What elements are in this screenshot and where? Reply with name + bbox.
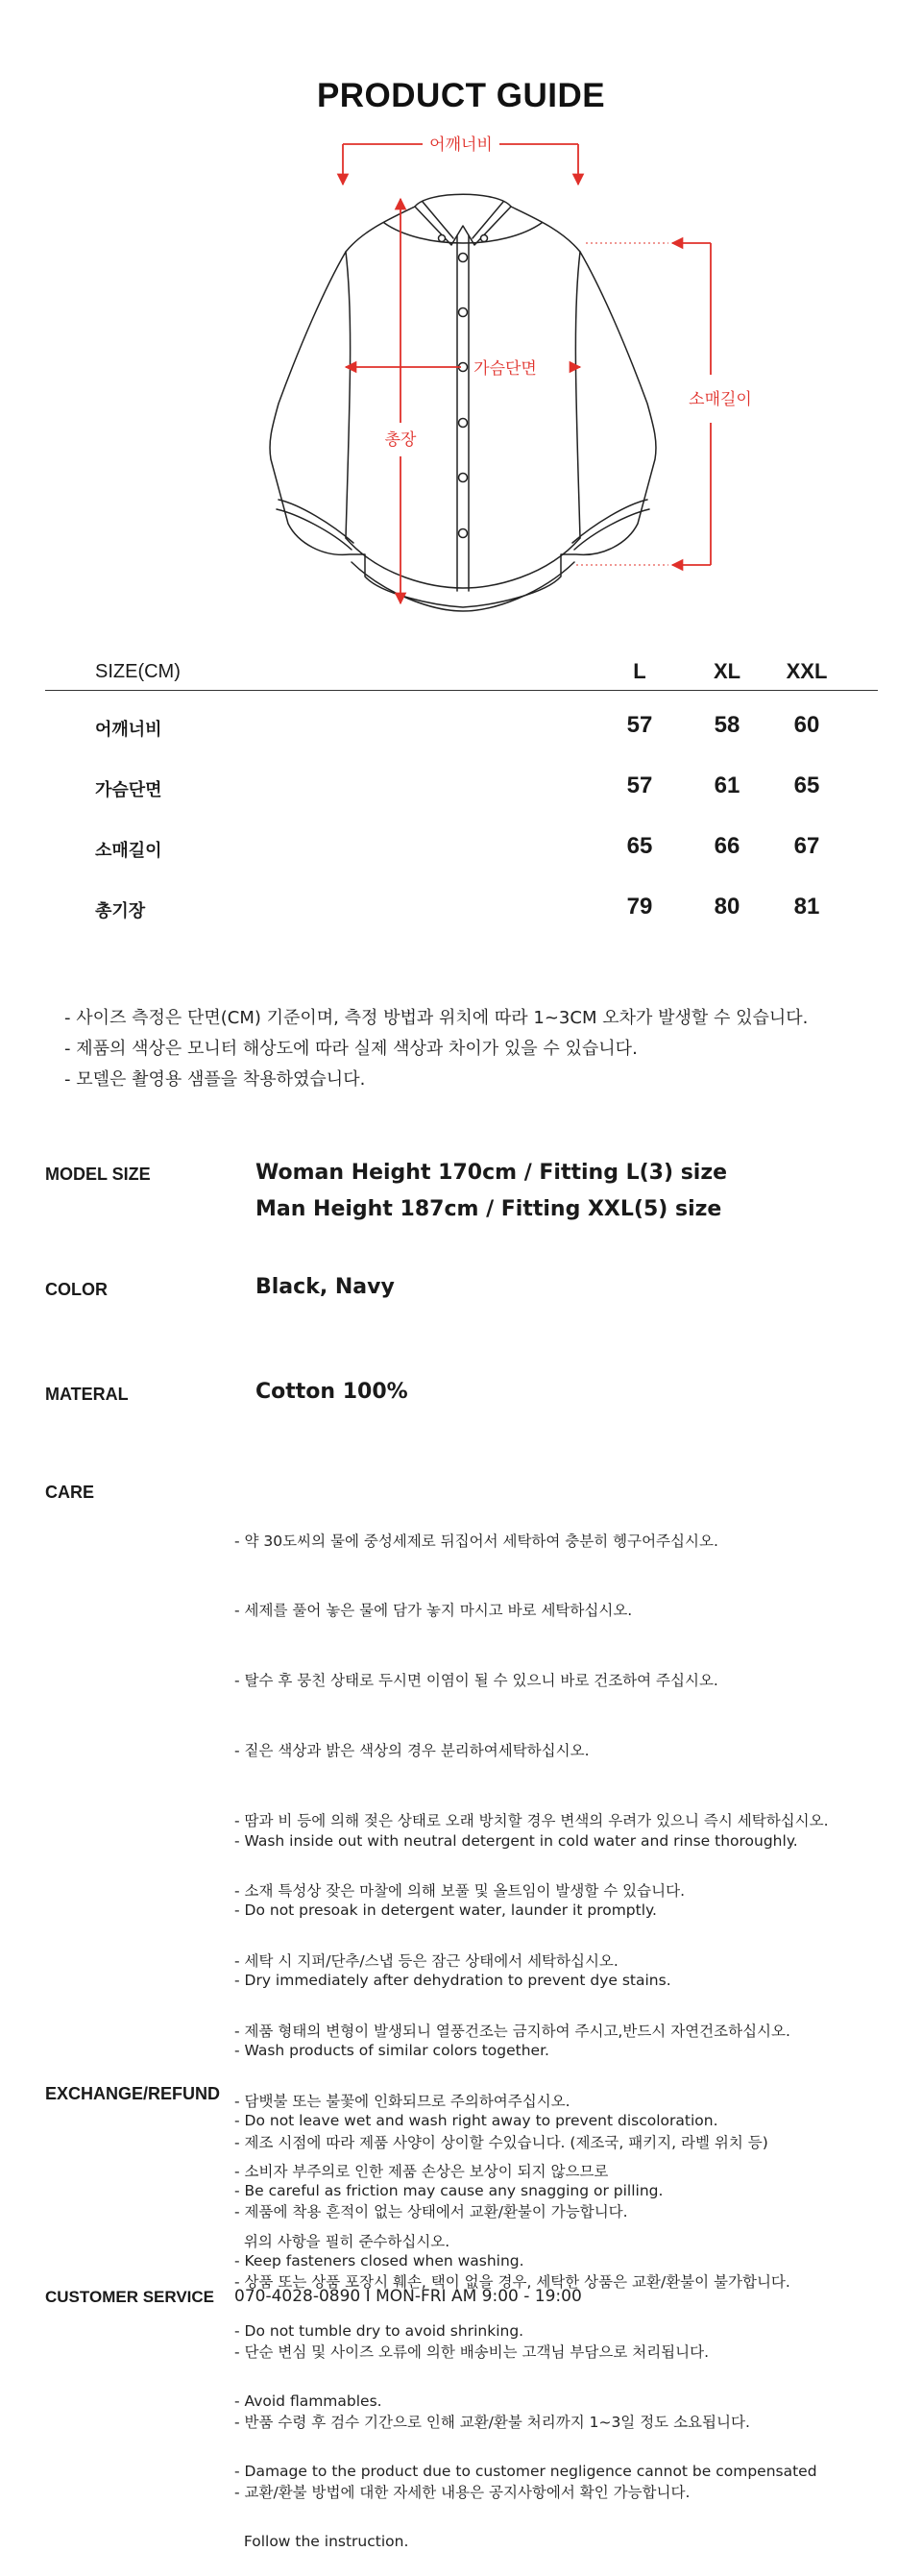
list-item: - 소비자 부주의로 인한 제품 손상은 보상이 되지 않으므로 bbox=[234, 2162, 609, 2180]
table-row bbox=[45, 691, 878, 751]
list-item: - 탈수 후 뭉친 상태로 두시면 이염이 될 수 있으니 바로 건조하여 주십시오. bbox=[234, 1672, 718, 1690]
material-value: Cotton 100% bbox=[255, 1380, 408, 1404]
list-item: - Wash inside out with neutral detergent in cold water and rinse thoroughly. bbox=[234, 1831, 798, 1850]
length-label: 총장 bbox=[384, 430, 417, 450]
list-item: - 땀과 비 등에 의해 젖은 상태로 오래 방치할 경우 변색의 우려가 있으니 즉시 세탁하십시오. bbox=[234, 1812, 829, 1830]
table-row bbox=[45, 751, 878, 812]
chest-label: 가슴단면 bbox=[473, 359, 537, 379]
size-col-xl: XL bbox=[713, 659, 741, 683]
cell-value: 81 bbox=[793, 894, 820, 920]
cell-value: 60 bbox=[793, 712, 820, 738]
size-notes bbox=[64, 1003, 808, 1095]
shoulder-label: 어깨너비 bbox=[429, 135, 493, 155]
cell-value: 65 bbox=[626, 833, 653, 859]
list-item: - 소재 특성상 잦은 마찰에 의해 보풀 및 올트임이 발생할 수 있습니다. bbox=[234, 1882, 685, 1901]
size-table-header bbox=[45, 655, 878, 691]
list-item: - 담뱃불 또는 불꽃에 인화되므로 주의하여주십시오. bbox=[234, 2092, 570, 2110]
note-line: - 모델은 촬영용 샘플을 착용하였습니다. bbox=[64, 1069, 366, 1090]
exchange-refund-label: EXCHANGE/REFUND bbox=[45, 2084, 221, 2103]
list-item: - Damage to the product due to customer negligence cannot be compensated bbox=[234, 2462, 817, 2480]
cell-value: 58 bbox=[714, 712, 740, 738]
model-size-line: Man Height 187cm / Fitting XXL(5) size bbox=[255, 1197, 722, 1221]
list-item: - 제품 형태의 변형이 발생되니 열풍건조는 금지하여 주시고,반드시 자연건조하십시오. bbox=[234, 2022, 790, 2040]
cell-value: 57 bbox=[626, 712, 653, 738]
list-item: - 세제를 풀어 놓은 물에 담가 놓지 마시고 바로 세탁하십시오. bbox=[234, 1602, 633, 1620]
cell-value: 67 bbox=[793, 833, 820, 859]
list-item: - Avoid flammables. bbox=[234, 2392, 382, 2410]
list-item: - 짙은 색상과 밝은 색상의 경우 분리하여세탁하십시오. bbox=[234, 1742, 590, 1760]
list-item: - 약 30도씨의 물에 중성세제로 뒤집어서 세탁하여 충분히 헹구어주십시오. bbox=[234, 1532, 718, 1550]
list-item: Follow the instruction. bbox=[234, 2532, 409, 2550]
list-item: - 단순 변심 및 사이즈 오류에 의한 배송비는 고객님 부담으로 처리됩니다. bbox=[234, 2343, 710, 2362]
list-item: - 제품에 착용 흔적이 없는 상태에서 교환/환불이 가능합니다. bbox=[234, 2203, 628, 2221]
list-item: - 세탁 시 지퍼/단추/스냅 등은 잠근 상태에서 세탁하십시오. bbox=[234, 1951, 619, 1970]
sleeve-label: 소매길이 bbox=[689, 390, 752, 409]
table-row bbox=[45, 812, 878, 872]
row-label: 가슴단면 bbox=[95, 780, 162, 800]
table-row bbox=[45, 872, 878, 933]
list-item: - 교환/환불 방법에 대한 자세한 내용은 공지사항에서 확인 가능합니다. bbox=[234, 2484, 691, 2502]
cell-value: 61 bbox=[714, 773, 740, 798]
note-line: - 제품의 색상은 모니터 해상도에 따라 실제 색상과 차이가 있을 수 있습니다. bbox=[64, 1039, 638, 1059]
list-item: - Dry immediately after dehydration to prevent dye stains. bbox=[234, 1972, 671, 1990]
cell-value: 57 bbox=[626, 773, 653, 798]
row-label: 어깨너비 bbox=[95, 720, 162, 740]
list-item: - Be careful as friction may cause any snagging or pilling. bbox=[234, 2182, 664, 2200]
cell-value: 80 bbox=[714, 894, 740, 920]
list-item: - Keep fasteners closed when washing. bbox=[234, 2251, 524, 2269]
page-title: PRODUCT GUIDE bbox=[316, 77, 606, 114]
model-size-line: Woman Height 170cm / Fitting L(3) size bbox=[255, 1161, 728, 1185]
list-item: - 제조 시점에 따라 제품 사양이 상이할 수있습니다. (제조국, 패키지, 라벨 위치 등) bbox=[234, 2133, 768, 2151]
shirt-measurement-diagram bbox=[0, 115, 922, 634]
material-label: MATERAL bbox=[45, 1385, 129, 1404]
model-size-value bbox=[255, 1155, 727, 1228]
measurement-guides bbox=[576, 243, 668, 565]
list-item: - Do not presoak in detergent water, launder it promptly. bbox=[234, 1901, 657, 1920]
row-label: 소매길이 bbox=[95, 841, 162, 861]
customer-service-value: 070-4028-0890 I MON-FRI AM 9:00 - 19:00 bbox=[234, 2287, 582, 2306]
list-item: - Do not leave wet and wash right away to prevent discoloration. bbox=[234, 2112, 718, 2130]
row-label: 총기장 bbox=[95, 901, 146, 921]
size-table bbox=[45, 655, 878, 933]
shirt-buttons bbox=[439, 235, 488, 538]
color-label: COLOR bbox=[45, 1280, 108, 1299]
cell-value: 79 bbox=[626, 894, 653, 920]
model-size-label: MODEL SIZE bbox=[45, 1165, 151, 1184]
cell-value: 65 bbox=[793, 773, 820, 798]
customer-service-label: CUSTOMER SERVICE bbox=[45, 2288, 215, 2306]
color-value: Black, Navy bbox=[255, 1275, 395, 1299]
list-item: - Wash products of similar colors together. bbox=[234, 2042, 549, 2060]
size-header-label: SIZE(CM) bbox=[95, 661, 181, 682]
note-line: - 사이즈 측정은 단면(CM) 기준이며, 측정 방법과 위치에 따라 1~3CM 오차가 발생할 수 있습니다. bbox=[64, 1008, 809, 1028]
list-item: - Do not tumble dry to avoid shrinking. bbox=[234, 2321, 524, 2340]
size-col-l: L bbox=[633, 659, 646, 683]
list-item: 위의 사항을 필히 준수하십시오. bbox=[234, 2232, 450, 2250]
care-label: CARE bbox=[45, 1483, 95, 1502]
list-item: - 상품 또는 상품 포장시 훼손, 택이 없을 경우, 세탁한 상품은 교환/환불이 불가합니다. bbox=[234, 2273, 790, 2292]
cell-value: 66 bbox=[714, 833, 740, 859]
list-item: - 반품 수령 후 검수 기간으로 인해 교환/환불 처리까지 1~3일 정도 소요됩니다. bbox=[234, 2414, 750, 2432]
size-col-xxl: XXL bbox=[786, 659, 828, 683]
